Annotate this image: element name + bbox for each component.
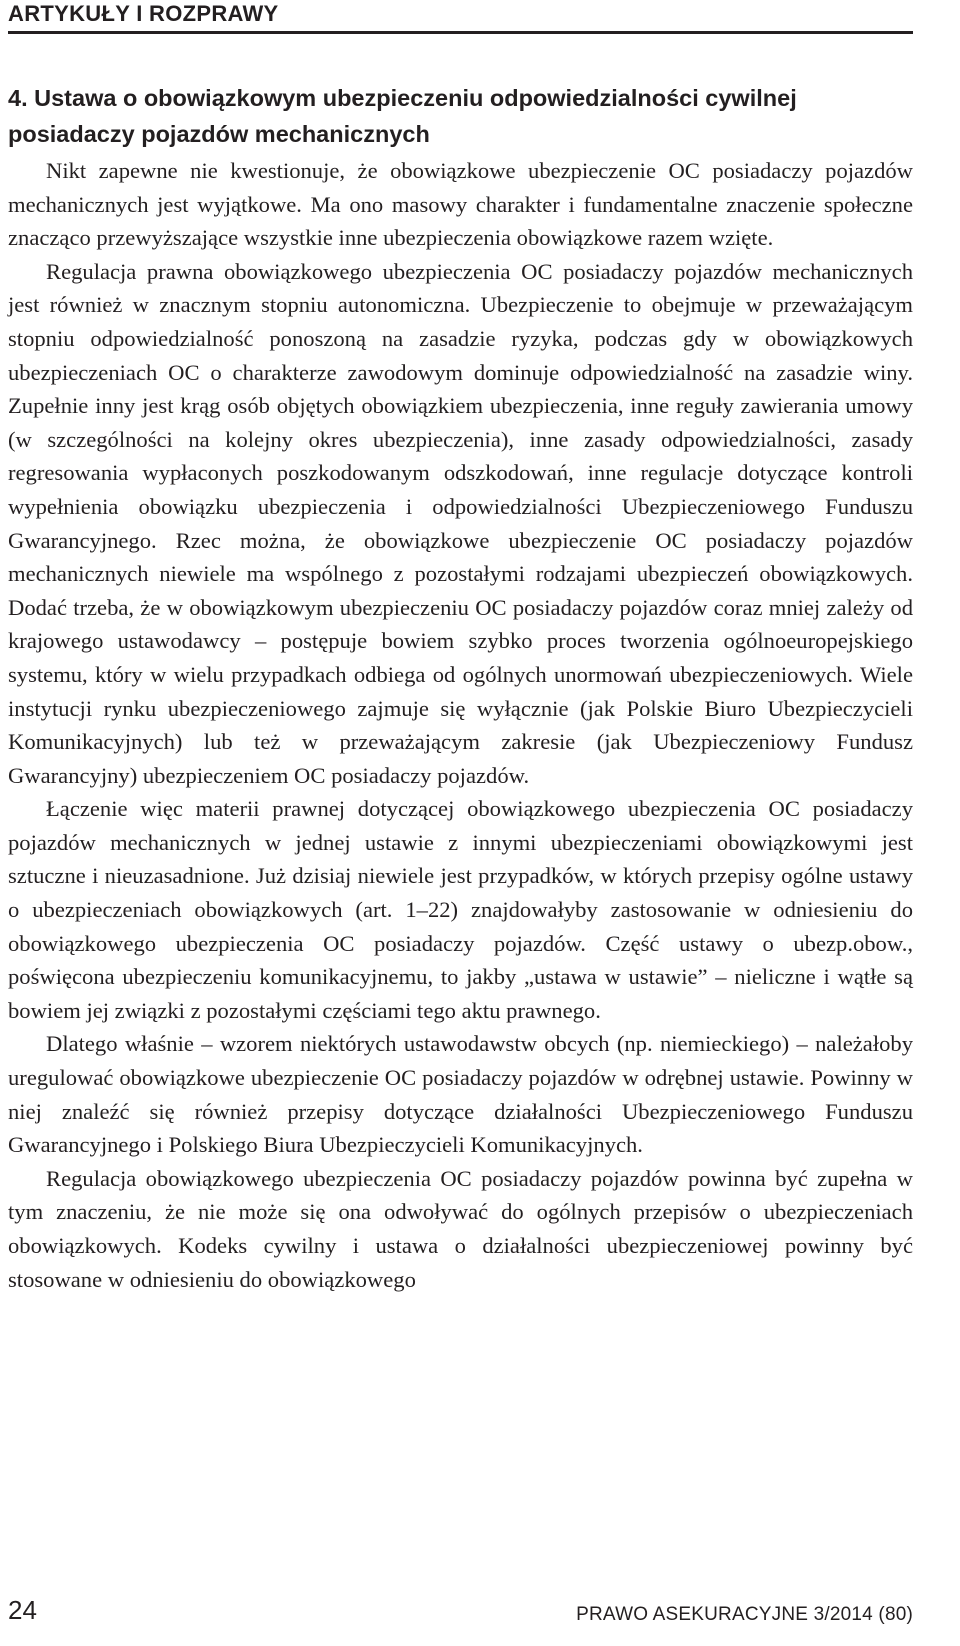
running-head: ARTYKUŁY I ROZPRAWY bbox=[8, 1, 279, 26]
section-heading: 4. Ustawa o obowiązkowym ubezpieczeniu odpowiedzialności cywilnej posiadaczy pojazdów mechanicznych bbox=[8, 85, 797, 147]
paragraph: Nikt zapewne nie kwestionuje, że obowiązkowe ubezpieczenie OC posiadaczy pojazdów mechanicznych jest wyjątkowe. Ma ono masowy charakter i fundamentalne znaczenie społeczne znacząco przewyższające wszystkie inne ubezpieczenia obowiązkowe razem wzięte. bbox=[8, 158, 913, 251]
page-number: 24 bbox=[8, 1595, 37, 1625]
header-rule bbox=[8, 31, 913, 34]
paragraph: Regulacja prawna obowiązkowego ubezpieczenia OC posiadaczy pojazdów mechanicznych jest również w znacznym stopniu autonomiczna. Ubezpieczenie to obejmuje w przeważającym stopniu odpowiedzialność ponoszoną na zasadzie ryzyka, podczas gdy w obowiązkowych ubezpieczeniach OC o charakterze zawodowym dominuje odpowiedzialność na zasadzie winy. Zupełnie inny jest krąg osób objętych obowiązkiem ubezpieczenia, inne reguły zawierania umowy (w szczególności na kolejny okres ubezpieczenia), inne zasady odpowiedzialności, zasady regresowania wypłaconych poszkodowanym odszkodowań, inne regulacje dotyczące kontroli wypełnienia obowiązku ubezpieczenia i odpowiedzialności Ubezpieczeniowego Funduszu Gwarancyjnego. Rzec można, że obowiązkowe ubezpieczenie OC posiadaczy pojazdów mechanicznych niewiele ma wspólnego z pozostałymi rodzajami ubezpieczeń obowiązkowych. Dodać trzeba, że w obowiązkowym ubezpieczeniu OC posiadaczy pojazdów coraz mniej zależy od krajowego ustawodawcy – postępuje bowiem szybko proces tworzenia ogólnoeuropejskiego systemu, który w wielu przypadkach odbiega od ogólnych unormowań ubezpieczeniowych. Wiele instytucji rynku ubezpieczeniowego zajmuje się wyłącznie (jak Polskie Biuro Ubezpieczycieli Komunikacyjnych) lub też w przeważającym zakresie (jak Ubezpieczeniowy Fundusz Gwarancyjny) ubezpieczeniem OC posiadaczy pojazdów. bbox=[8, 258, 913, 788]
paragraph: Dlatego właśnie – wzorem niektórych ustawodawstw obcych (np. niemieckiego) – należałoby uregulować obowiązkowe ubezpieczenie OC posiadaczy pojazdów w odrębnej ustawie. Powinny w niej znaleźć się również przepisy dotyczące działalności Ubezpieczeniowego Funduszu Gwarancyjnego i Polskiego Biura Ubezpieczycieli Komunikacyjnych. bbox=[8, 1031, 913, 1158]
paragraph: Regulacja obowiązkowego ubezpieczenia OC posiadaczy pojazdów powinna być zupełna w tym znaczeniu, że nie może się ona odwoływać do ogólnych przepisów o ubezpieczeniach obowiązkowych. Kodeks cywilny i ustawa o działalności ubezpieczeniowej powinny być stosowane w odniesieniu do obowiązkowego bbox=[8, 1165, 913, 1292]
journal-footer: PRAWO ASEKURACYJNE 3/2014 (80) bbox=[576, 1604, 913, 1625]
document-page bbox=[8, 0, 913, 1646]
paragraph: Łączenie więc materii prawnej dotyczącej obowiązkowego ubezpieczenia OC posiadaczy pojazdów mechanicznych w jednej ustawie z innymi ubezpieczeniami obowiązkowymi jest sztuczne i nieuzasadnione. Już dzisiaj niewiele jest przypadków, w których przepisy ogólne ustawy o ubezpieczeniach obowiązkowych (art. 1–22) znajdowałyby zastosowanie w odniesieniu do obowiązkowego ubezpieczenia OC posiadaczy pojazdów. Część ustawy o ubezp.obow., poświęcona ubezpieczeniu komunikacyjnemu, to jakby „ustawa w ustawie” – nieliczne i wątłe są bowiem jej związki z pozostałymi częściami tego aktu prawnego. bbox=[8, 796, 913, 1023]
body-text bbox=[8, 154, 913, 1296]
